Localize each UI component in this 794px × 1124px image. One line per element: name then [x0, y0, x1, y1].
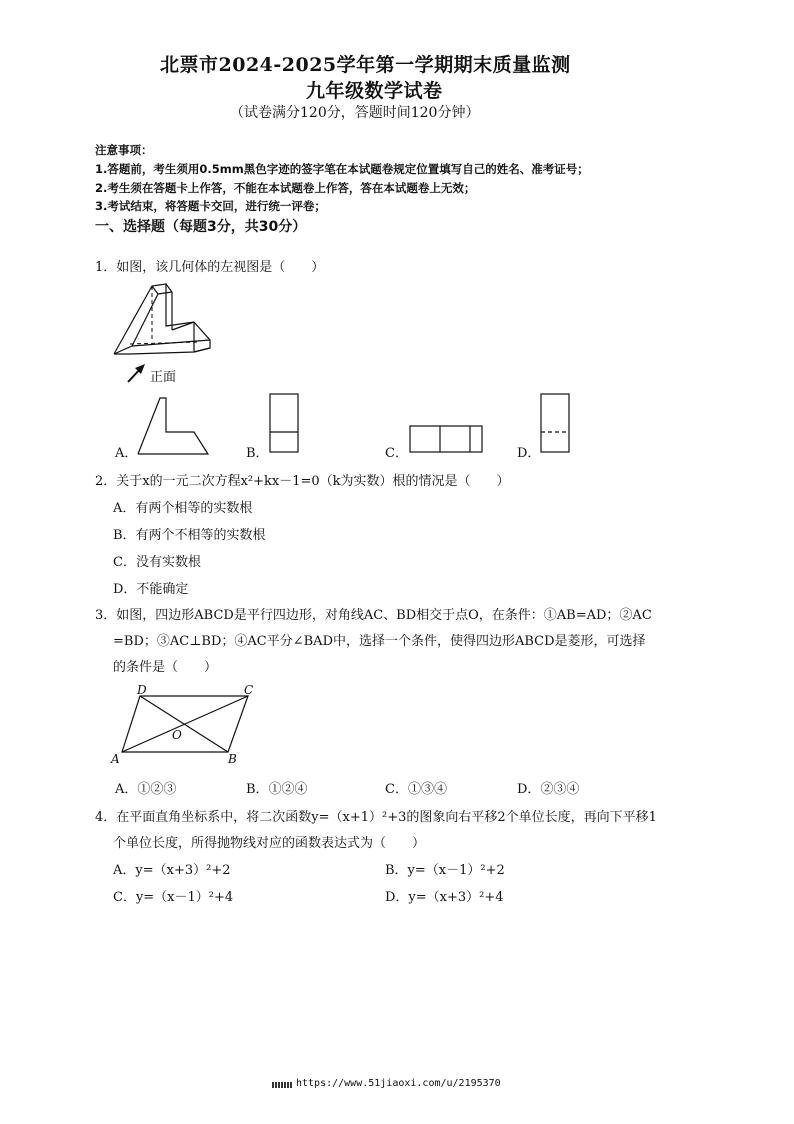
q4-option-a: A．y=（x+3）²+2: [113, 863, 231, 878]
q2-option-c: C．没有实数根: [113, 555, 201, 570]
note-item-3: 3.考试结束，将答题卡交回，进行统一评卷；: [95, 199, 326, 213]
section-title: 一、选择题（每题3分，共30分）: [95, 219, 307, 235]
q4-stem-line1: 4．在平面直角坐标系中，将二次函数y=（x+1）²+3的图象向右平移2个单位长度，再向下平移1: [95, 810, 657, 825]
q2-option-d: D．不能确定: [113, 582, 189, 597]
q1-option-c-figure: [408, 424, 484, 456]
page-title: 北票市2024-2025学年第一学期期末质量监测: [160, 54, 571, 76]
q1-option-d-label: D．: [517, 446, 541, 461]
front-view-label: 正面: [150, 370, 177, 385]
parallelogram-figure: [118, 688, 258, 758]
footer-logo-icon: [272, 1082, 292, 1088]
point-label-c: C: [244, 683, 254, 697]
point-label-d: D: [137, 683, 147, 697]
q1-option-c-label: C．: [385, 446, 408, 461]
q4-option-b: B．y=（x－1）²+2: [385, 863, 505, 878]
note-item-2: 2.考生须在答题卡上作答，不能在本试题卷上作答，答在本试题卷上无效；: [95, 181, 476, 195]
q2-stem: 2．关于x的一元二次方程x²+kx－1=0（k为实数）根的情况是（ ）: [95, 474, 510, 489]
q3-stem-line2: =BD；③AC⊥BD；④AC平分∠BAD中，选择一个条件，使得四边形ABCD是菱形，可选择: [113, 634, 646, 649]
q3-option-c: C．①③④: [385, 782, 447, 797]
point-label-b: B: [228, 752, 237, 766]
notes-heading: 注意事项：: [95, 143, 153, 157]
q3-option-b: B．①②④: [246, 782, 308, 797]
point-label-o: O: [172, 728, 182, 742]
front-arrow-icon: [124, 362, 148, 386]
q1-stem: 1．如图，该几何体的左视图是（ ）: [95, 260, 325, 275]
page-subtitle: 九年级数学试卷: [306, 80, 443, 102]
q2-option-a: A．有两个相等的实数根: [113, 501, 253, 516]
q1-option-a-label: A．: [115, 446, 138, 461]
q3-option-d: D．②③④: [517, 782, 580, 797]
q1-option-b-figure: [268, 392, 302, 456]
q1-option-d-figure: [539, 392, 573, 456]
q4-stem-line2: 个单位长度，所得抛物线对应的函数表达式为（ ）: [113, 836, 426, 851]
q4-option-d: D．y=（x+3）²+4: [385, 890, 504, 905]
note-item-1: 1.答题前，考生须用0.5mm黑色字迹的签字笔在本试题卷规定位置填写自己的姓名、准考证号；: [95, 162, 589, 176]
q3-option-a: A．①②③: [115, 782, 177, 797]
q3-stem-line1: 3．如图，四边形ABCD是平行四边形，对角线AC、BD相交于点O，在条件：①AB=AD；②AC: [95, 608, 652, 623]
q2-option-b: B．有两个不相等的实数根: [113, 528, 266, 543]
footer-url: https://www.51jiaoxi.com/u/2195370: [296, 1078, 501, 1089]
q3-stem-line3: 的条件是（ ）: [113, 660, 218, 675]
point-label-a: A: [111, 752, 120, 766]
q4-option-c: C．y=（x－1）²+4: [113, 890, 234, 905]
exam-info: （试卷满分120分，答题时间120分钟）: [230, 105, 480, 121]
q1-option-a-figure: [136, 396, 212, 456]
q1-option-b-label: B．: [246, 446, 269, 461]
